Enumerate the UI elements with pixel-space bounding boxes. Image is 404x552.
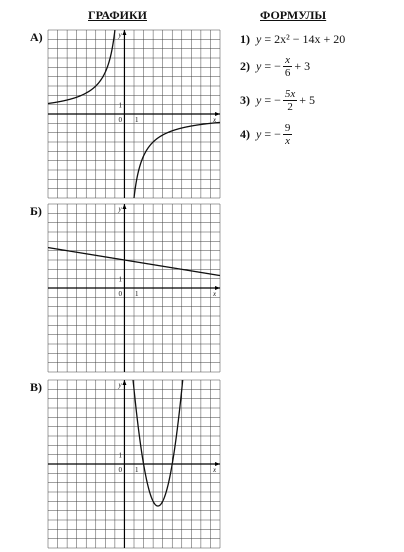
x-tick-label: 1	[135, 290, 139, 298]
graphs-header: ГРАФИКИ	[88, 8, 148, 22]
x-tick-label: 1	[135, 466, 139, 474]
formula-3-rest: + 5	[299, 93, 316, 107]
origin-label: 0	[118, 290, 122, 298]
formula-3-y: y	[256, 93, 262, 107]
formula-4-y: y	[256, 127, 262, 141]
y-axis-arrow	[122, 380, 126, 385]
formula-2-numerator: x	[285, 54, 291, 66]
formula-2-eq: = −	[264, 59, 281, 73]
formula-4-fraction	[283, 122, 293, 147]
y-axis-arrow	[122, 30, 126, 35]
formula-2-denominator: 6	[284, 67, 291, 79]
function-curve	[131, 363, 184, 506]
formula-4-eq: = −	[264, 127, 281, 141]
graph-b	[48, 204, 220, 372]
y-tick-label: 1	[118, 451, 122, 460]
formula-1-y: y	[256, 32, 262, 46]
panel-a-label: А)	[30, 30, 43, 44]
y-axis-label: y	[118, 31, 122, 39]
x-axis-label: x	[213, 290, 217, 298]
formula-2	[240, 54, 310, 79]
x-axis-label: x	[213, 116, 217, 124]
y-axis-label: y	[118, 381, 122, 389]
formula-2-rest: + 3	[294, 59, 311, 73]
formula-2-number: 2)	[240, 59, 250, 73]
formula-1	[240, 32, 345, 47]
function-graph	[131, 363, 184, 506]
formula-4-denominator: x	[285, 135, 291, 147]
y-axis-label: y	[118, 205, 122, 213]
origin-label: 0	[118, 466, 122, 474]
panel-c-label: В)	[30, 380, 42, 394]
formula-2-y: y	[256, 59, 262, 73]
formulas-header: ФОРМУЛЫ	[260, 8, 327, 22]
formula-3-eq: = −	[264, 93, 281, 107]
formula-2-fraction	[283, 54, 293, 79]
y-axis-arrow	[122, 204, 126, 209]
formula-3-fraction	[283, 88, 297, 113]
formula-3-number: 3)	[240, 93, 250, 107]
formula-1-eq: =	[264, 32, 272, 46]
origin-label: 0	[118, 116, 122, 124]
formula-1-number: 1)	[240, 32, 250, 46]
formula-3	[240, 88, 315, 113]
formula-3-denominator: 2	[287, 101, 293, 113]
graph-c	[48, 380, 220, 548]
formula-4-number: 4)	[240, 127, 250, 141]
x-tick-label: 1	[135, 116, 139, 124]
panel-b-label: Б)	[30, 204, 42, 218]
y-tick-label: 1	[118, 101, 122, 110]
formula-1-expression: 2x² − 14x + 20	[274, 32, 346, 46]
formula-4	[240, 122, 294, 147]
graph-a	[48, 30, 220, 198]
y-tick-label: 1	[118, 275, 122, 284]
formula-3-numerator: 5x	[284, 88, 296, 100]
formula-4-numerator: 9	[284, 122, 291, 134]
x-axis-label: x	[213, 466, 217, 474]
